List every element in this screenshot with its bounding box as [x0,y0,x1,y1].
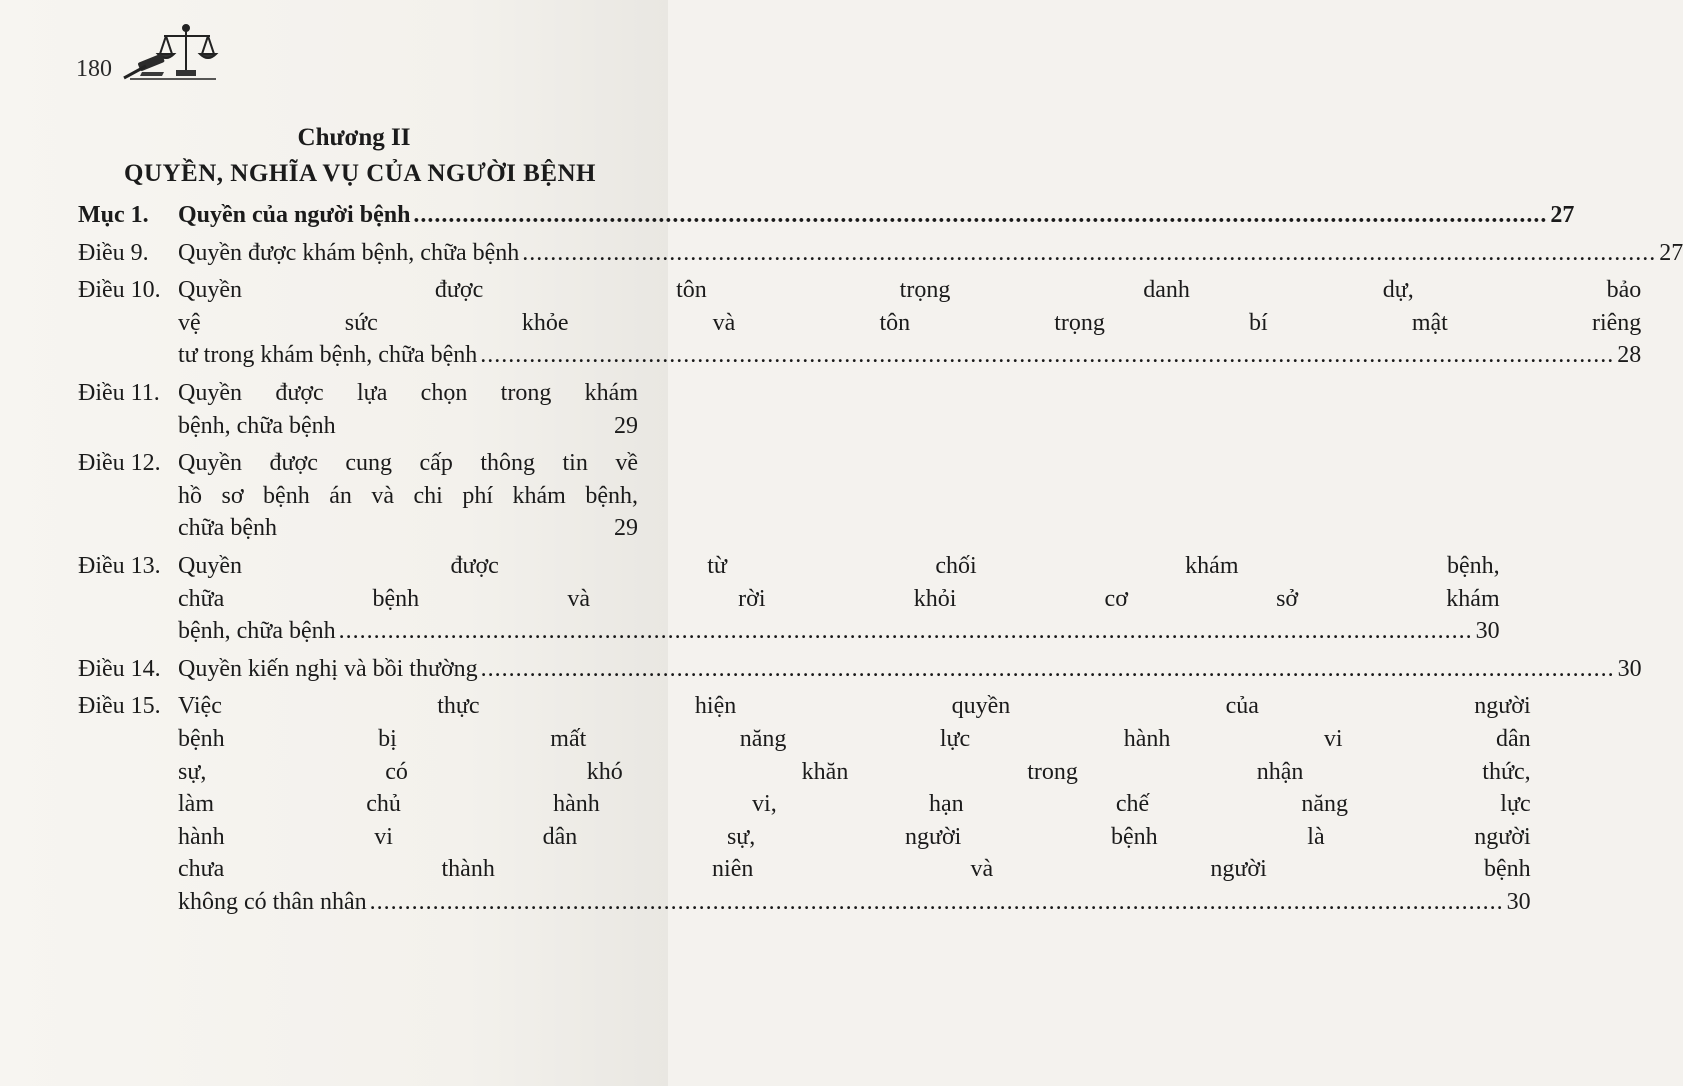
toc-entry-label: Điều 14. [78,655,161,682]
toc-entry-title-text: bệnh, chữa bệnh [178,412,336,439]
dot-leader [413,199,1547,232]
toc-entry [78,550,1500,648]
toc-entry [78,653,1642,686]
toc-entry-title-line [178,615,1500,648]
toc-entry-label: Điều 11. [78,379,160,406]
toc-entry-title-line: Quyền được cung cấp thông tin về [178,450,638,477]
toc-entry-title-text: chữa bệnh [178,515,277,542]
toc-entry-title-line: làm chủ hành vi, hạn chế năng lực [178,791,1531,818]
dot-leader [339,615,1473,648]
toc-entry-title-text: Quyền của người bệnh [178,202,411,228]
toc-page-number: 27 [1550,202,1575,228]
toc-page-number: 30 [1475,618,1500,645]
toc-entry-label: Điều 9. [78,239,149,266]
toc-entry [78,199,1575,232]
toc-entry-label: Điều 10. [78,277,161,304]
toc-page-number: 29 [614,412,638,439]
toc-entry-title [178,237,1683,270]
toc-page-number: 30 [1506,888,1531,915]
toc-entry-title [178,690,1531,918]
page-header [76,22,276,82]
toc-entry-title-line [178,339,1641,372]
toc-page-number: 29 [614,515,638,542]
toc-entry-title-line: vệ sức khỏe và tôn trọng bí mật riêng [178,309,1642,336]
toc-entry-title-text: không có thân nhân [178,888,367,915]
toc-entry [78,447,638,545]
dot-leader [481,653,1615,686]
toc-page-number: 27 [1659,239,1683,266]
dot-leader [522,237,1656,270]
toc-entry-title-line [178,410,638,443]
toc-page-number: 30 [1617,655,1642,682]
toc-entry-title-line: hồ sơ bệnh án và chi phí khám bệnh, [178,482,638,509]
toc-entry-title-line: bệnh bị mất năng lực hành vi dân [178,725,1531,752]
toc-entry [78,377,638,442]
toc-entry-title [178,199,1574,232]
toc-entry [78,690,1531,918]
toc-page-number: 28 [1617,342,1642,369]
toc-entry-label: Mục 1. [78,202,149,228]
toc-entry-title-line [178,653,1642,686]
toc-entry-title [178,653,1642,686]
toc-entry-title-text: Quyền được khám bệnh, chữa bệnh [178,239,520,266]
toc-entry-title [178,274,1641,372]
toc-entry [78,274,1642,372]
dot-leader [370,886,1504,919]
toc-entry-title-line: Quyền được tôn trọng danh dự, bảo [178,277,1642,304]
toc-entry-title [178,377,638,442]
toc-entry-title-text: tư trong khám bệnh, chữa bệnh [178,342,478,369]
toc-entry-title [178,447,638,545]
dot-leader [480,339,1614,372]
table-of-contents [78,199,1683,918]
toc-entry-title-line [178,886,1531,919]
toc-entry-title-line: chưa thành niên và người bệnh [178,856,1531,883]
toc-entry-label: Điều 15. [78,693,161,720]
toc-entry-label: Điều 13. [78,552,161,579]
toc-entry [78,237,1683,270]
toc-entry-title-line: Việc thực hiện quyền của người [178,693,1531,720]
toc-entry-title-line: chữa bệnh và rời khỏi cơ sở khám [178,585,1500,612]
chapter-title: QUYỀN, NGHĨA VỤ CỦA NGƯỜI BỆNH [124,160,596,187]
toc-entry-title-line [178,237,1683,270]
toc-entry-title-line: hành vi dân sự, người bệnh là người [178,823,1531,850]
chapter-label: Chương II [297,124,411,151]
toc-entry-label: Điều 12. [78,450,161,477]
toc-entry-title-line [178,512,638,545]
toc-entry-title-line [178,199,1574,232]
scales-of-justice-icon [120,22,220,80]
page-number: 180 [76,56,112,82]
toc-entry-title-text: bệnh, chữa bệnh [178,618,336,645]
toc-entry-title [178,550,1500,648]
toc-entry-title-line: Quyền được từ chối khám bệnh, [178,552,1500,579]
toc-entry-title-text: Quyền kiến nghị và bồi thường [178,655,478,682]
toc-entry-title-line: Quyền được lựa chọn trong khám [178,379,638,406]
toc-entry-title-line: sự, có khó khăn trong nhận thức, [178,758,1531,785]
